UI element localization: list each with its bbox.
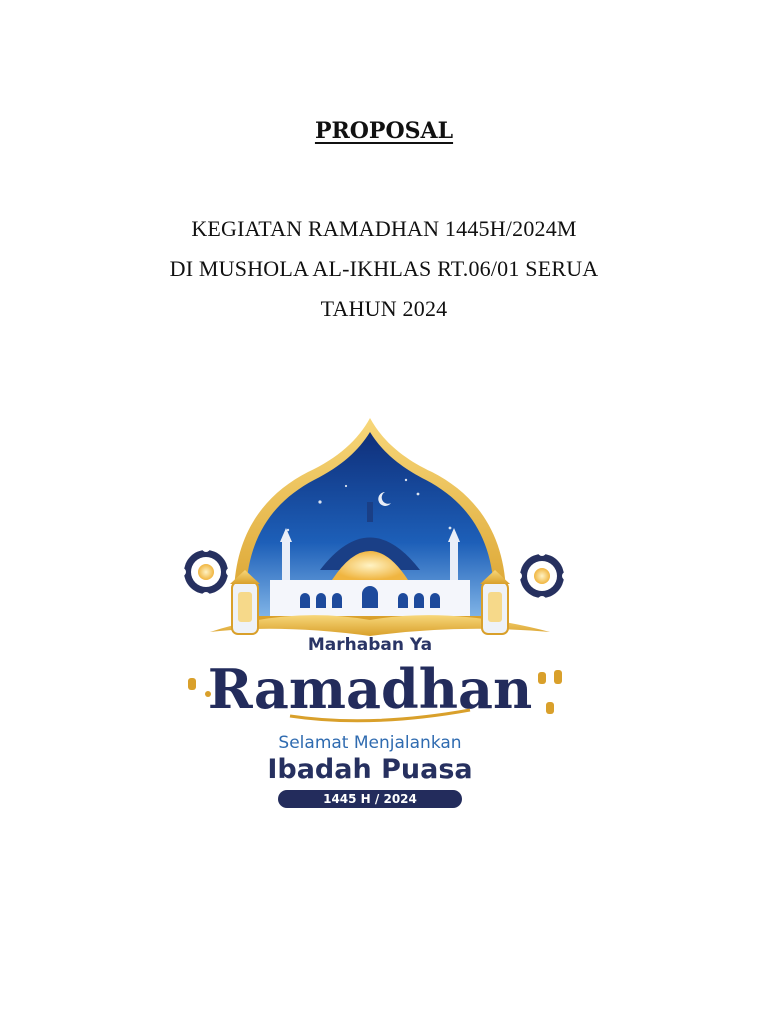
ornament-left-icon — [178, 544, 234, 600]
ramadhan-logo — [170, 410, 590, 820]
year-badge-text: 1445 H / 2024 — [323, 792, 417, 806]
event-line: KEGIATAN RAMADHAN 1445H/2024M — [191, 216, 577, 241]
subtitle-text: Selamat Menjalankan — [278, 733, 462, 753]
ornament-right-icon — [514, 548, 570, 604]
greeting-text: Marhaban Ya — [307, 635, 433, 655]
ramadhan-text: Ramadhan — [207, 657, 533, 721]
subtitle2-text: Ibadah Puasa — [267, 754, 473, 785]
ramadhan-logo-graphic — [170, 410, 590, 820]
location-line: DI MUSHOLA AL-IKHLAS RT.06/01 SERUA — [169, 256, 599, 281]
proposal-title: PROPOSAL — [314, 118, 454, 144]
year-line: TAHUN 2024 — [320, 296, 448, 321]
